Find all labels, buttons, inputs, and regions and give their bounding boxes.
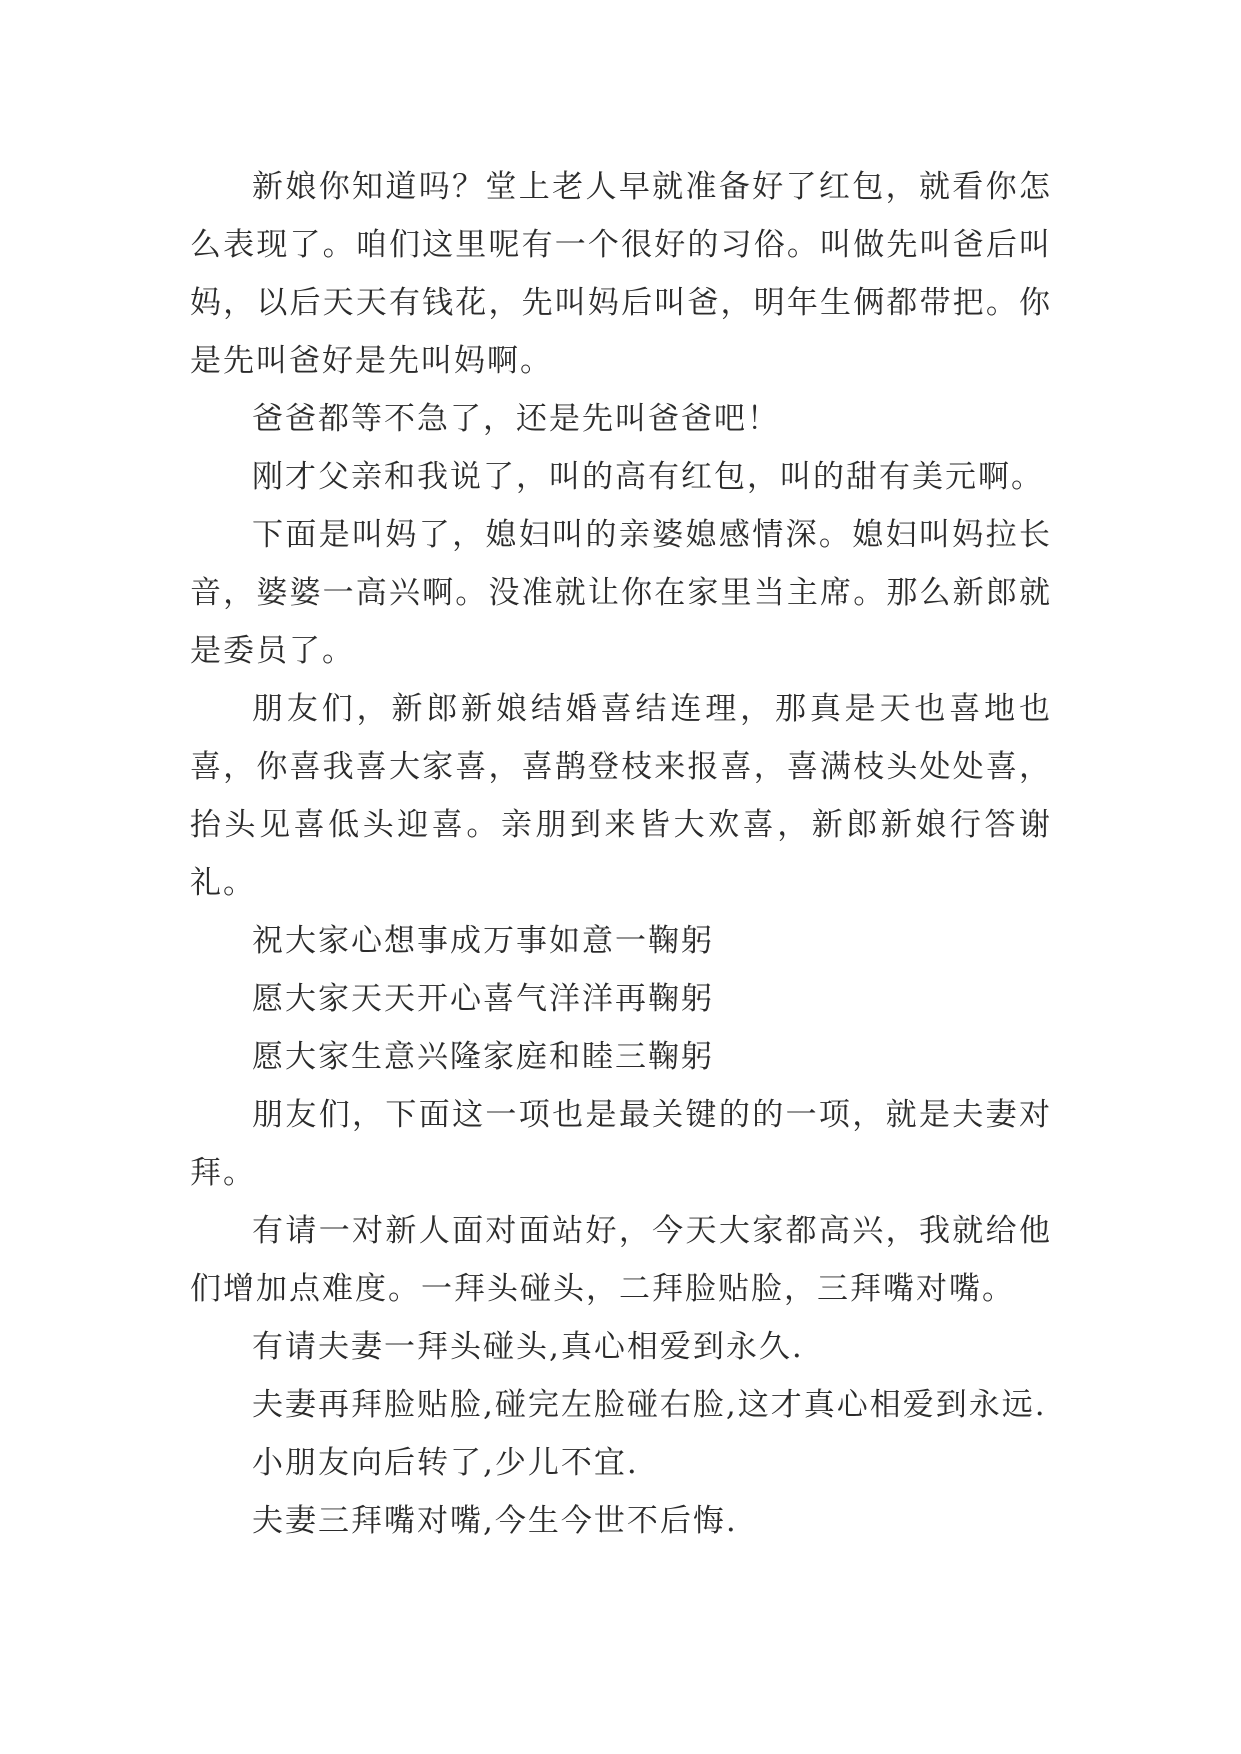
paragraph: 爸爸都等不急了，还是先叫爸爸吧！ bbox=[252, 401, 780, 437]
paragraph: 朋友们，下面这一项也是最关键的的一项，就是夫妻对拜。 bbox=[190, 1097, 1052, 1191]
paragraph: 有请夫妻一拜头碰头,真心相爱到永久. bbox=[252, 1329, 804, 1365]
paragraph: 刚才父亲和我说了，叫的高有红包，叫的甜有美元啊。 bbox=[252, 459, 1044, 495]
paragraph: 夫妻再拜脸贴脸,碰完左脸碰右脸,这才真心相爱到永远. bbox=[252, 1387, 1047, 1423]
paragraph: 朋友们，新郎新娘结婚喜结连理，那真是天也喜地也喜，你喜我喜大家喜，喜鹊登枝来报喜，喜满枝头处处喜，抬头见喜低头迎喜。亲朋到来皆大欢喜，新郎新娘行答谢礼。 bbox=[190, 691, 1052, 901]
paragraph: 祝大家心想事成万事如意一鞠躬 bbox=[252, 923, 714, 959]
paragraph: 愿大家生意兴隆家庭和睦三鞠躬 bbox=[252, 1039, 714, 1075]
paragraph: 下面是叫妈了，媳妇叫的亲婆媳感情深。媳妇叫妈拉长音，婆婆一高兴啊。没准就让你在家里当主席。那么新郎就是委员了。 bbox=[190, 517, 1052, 669]
paragraph: 愿大家天天开心喜气洋洋再鞠躬 bbox=[252, 981, 714, 1017]
document-body bbox=[190, 158, 1052, 1550]
paragraph: 夫妻三拜嘴对嘴,今生今世不后悔. bbox=[252, 1503, 738, 1539]
paragraph: 新娘你知道吗？堂上老人早就准备好了红包，就看你怎么表现了。咱们这里呢有一个很好的习俗。叫做先叫爸后叫妈，以后天天有钱花，先叫妈后叫爸，明年生俩都带把。你是先叫爸好是先叫妈啊。 bbox=[190, 169, 1052, 379]
paragraph: 有请一对新人面对面站好，今天大家都高兴，我就给他们增加点难度。一拜头碰头，二拜脸贴脸，三拜嘴对嘴。 bbox=[190, 1213, 1052, 1307]
paragraph: 小朋友向后转了,少儿不宜. bbox=[252, 1445, 639, 1481]
